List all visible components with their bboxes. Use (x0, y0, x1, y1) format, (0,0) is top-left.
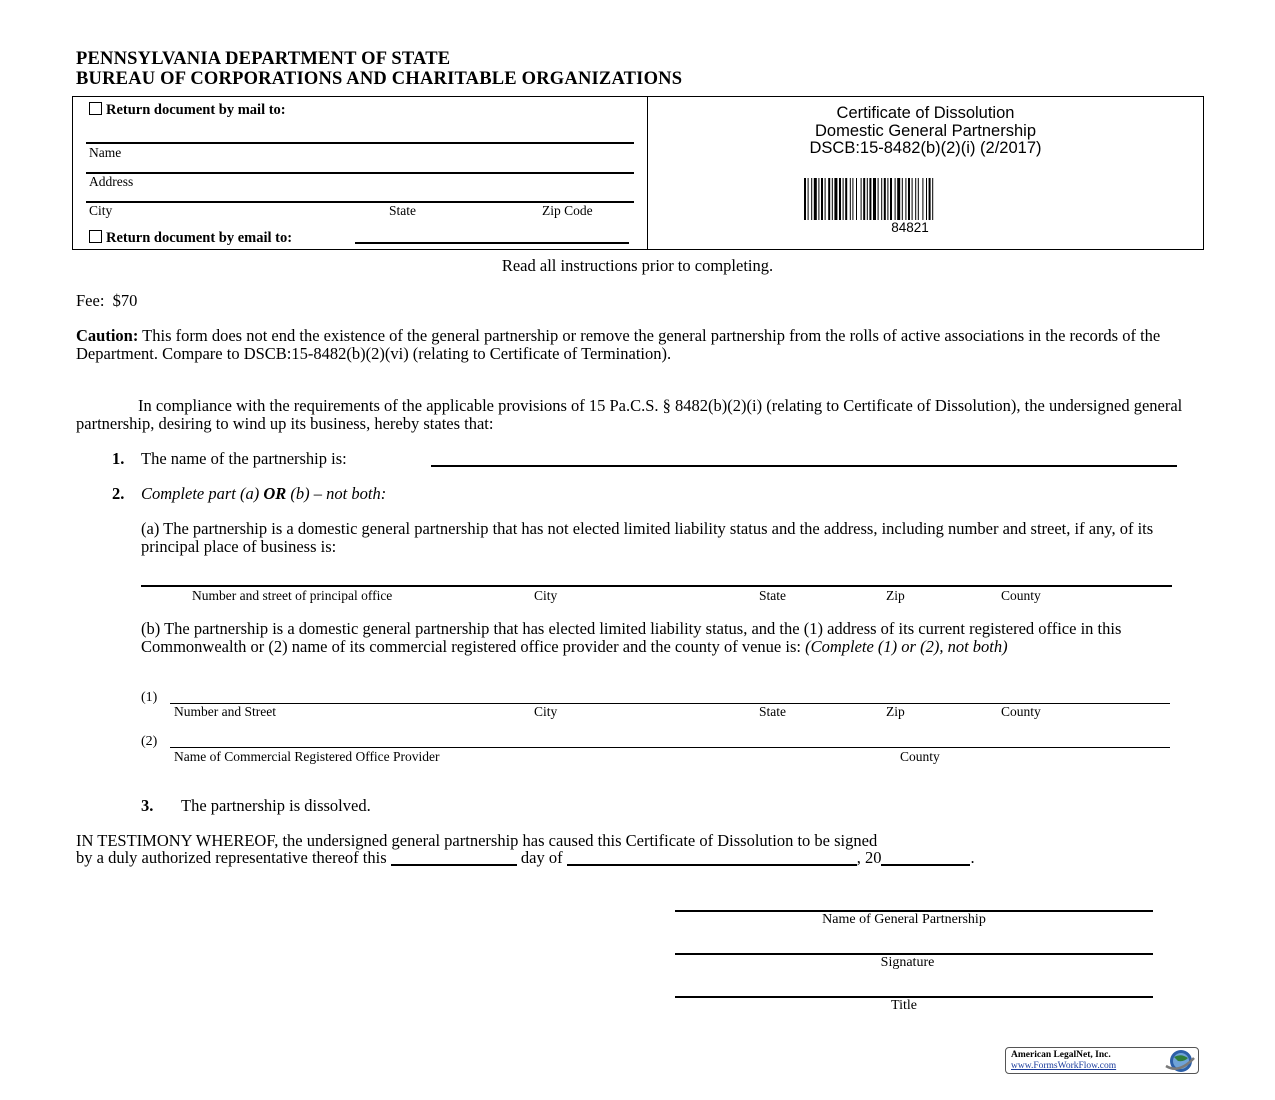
option-2-line[interactable] (170, 747, 1170, 748)
month-blank[interactable] (567, 849, 857, 866)
part-a-address-line[interactable] (141, 585, 1172, 587)
title-label: Title (891, 998, 917, 1013)
caution-paragraph (76, 327, 1196, 362)
part-a-street-label: Number and street of principal office (192, 588, 393, 603)
item-1 (112, 450, 124, 468)
opt1-zip-label: Zip (886, 704, 905, 719)
email-label: Return document by email to: (106, 230, 293, 246)
caution-label: Caution: (76, 326, 139, 345)
form-subtitle: Domestic General Partnership (814, 121, 1036, 140)
part-a-city-label: City (534, 588, 558, 603)
part-a-text: (a) The partnership is a domestic general partnership that has not elected limited liability status and the address, including number and street, if any, of its principal place of business is: (141, 519, 1154, 556)
email-line[interactable] (355, 242, 629, 244)
bureau-title: BUREAU OF CORPORATIONS AND CHARITABLE ORGANIZATIONS (76, 69, 683, 89)
footer-url[interactable]: www.FormsWorkFlow.com (1011, 1061, 1117, 1071)
opt2-provider-label: Name of Commercial Registered Office Provider (174, 749, 440, 764)
barcode (804, 178, 1016, 220)
item-3-text: The partnership is dissolved. (181, 796, 371, 815)
opt1-city-label: City (534, 704, 558, 719)
partnership-name-line[interactable] (431, 465, 1177, 467)
day-blank[interactable] (391, 849, 517, 866)
compliance-paragraph: In compliance with the requirements of the applicable provisions of 15 Pa.C.S. § 8482(b)(2)(i) (relating to Certificate of Dissolution), the undersigned general partnership, desiring to wind up its business, hereby states that: (76, 396, 1183, 433)
city-label: City (89, 203, 113, 218)
form-title: Certificate of Dissolution (836, 104, 1015, 122)
part-a-zip-label: Zip (886, 588, 905, 603)
part-a-state-label: State (759, 588, 786, 603)
fee: Fee: $70 (76, 291, 138, 310)
name-line[interactable] (86, 172, 634, 174)
form-code: DSCB:15-8482(b)(2)(i) (2/2017) (809, 139, 1042, 157)
option-2-label: (2) (141, 734, 158, 749)
footer-company: American LegalNet, Inc. (1011, 1050, 1111, 1060)
zip-code-label: Zip Code (542, 203, 593, 218)
opt1-county-label: County (1001, 704, 1041, 719)
name-of-partnership-label: Name of General Partnership (822, 912, 986, 927)
item-1-text: The name of the partnership is: (141, 449, 347, 468)
barcode-number: 84821 (891, 220, 929, 235)
state-label: State (389, 203, 416, 218)
footer-logo[interactable] (1005, 1047, 1199, 1074)
opt1-state-label: State (759, 704, 786, 719)
department-title: PENNSYLVANIA DEPARTMENT OF STATE (76, 49, 451, 69)
item-3-number: 3. (141, 796, 154, 815)
mail-checkbox[interactable] (89, 102, 102, 115)
instructions: Read all instructions prior to completing. (501, 256, 774, 275)
item-1-number: 1. (112, 449, 125, 468)
item-2-number: 2. (112, 484, 125, 503)
item-2-instruction: Complete part (a) OR (b) – not both: (141, 484, 387, 503)
part-b-text: (b) The partnership is a domestic general partnership that has elected limited liability status, and the (1) address of its current registered office in this Commonwealth or (2) name of its commercial registered office provider and the county of venue is: (Complete (1) or (2), not both) (141, 619, 1122, 656)
name-label: Name (89, 145, 122, 160)
opt1-street-label: Number and Street (174, 704, 276, 719)
mail-line-1[interactable] (86, 142, 634, 144)
address-label: Address (89, 174, 134, 189)
mail-label: Return document by mail to: (106, 102, 286, 118)
caution-text: This form does not end the existence of the general partnership or remove the general partnership from the rolls of active associations in the records of the Department. Compare to DSCB:15-8482(b)(2)(vi) (relating to Certificate of Termination). (76, 326, 1161, 363)
email-checkbox[interactable] (89, 230, 102, 243)
return-by-mail-row (89, 102, 286, 119)
opt2-county-label: County (900, 749, 940, 764)
part-a-county-label: County (1001, 588, 1041, 603)
globe-icon (1162, 1048, 1198, 1074)
form-info (648, 105, 1203, 158)
return-by-email-row (89, 230, 292, 247)
testimony-line-1: IN TESTIMONY WHEREOF, the undersigned general partnership has caused this Certificate of Dissolution to be signed (76, 831, 878, 850)
year-blank[interactable] (881, 849, 970, 866)
testimony-line-2: by a duly authorized representative thereof this day of , 20 . (76, 848, 975, 867)
signature-label: Signature (880, 955, 935, 970)
option-1-label: (1) (141, 690, 158, 705)
